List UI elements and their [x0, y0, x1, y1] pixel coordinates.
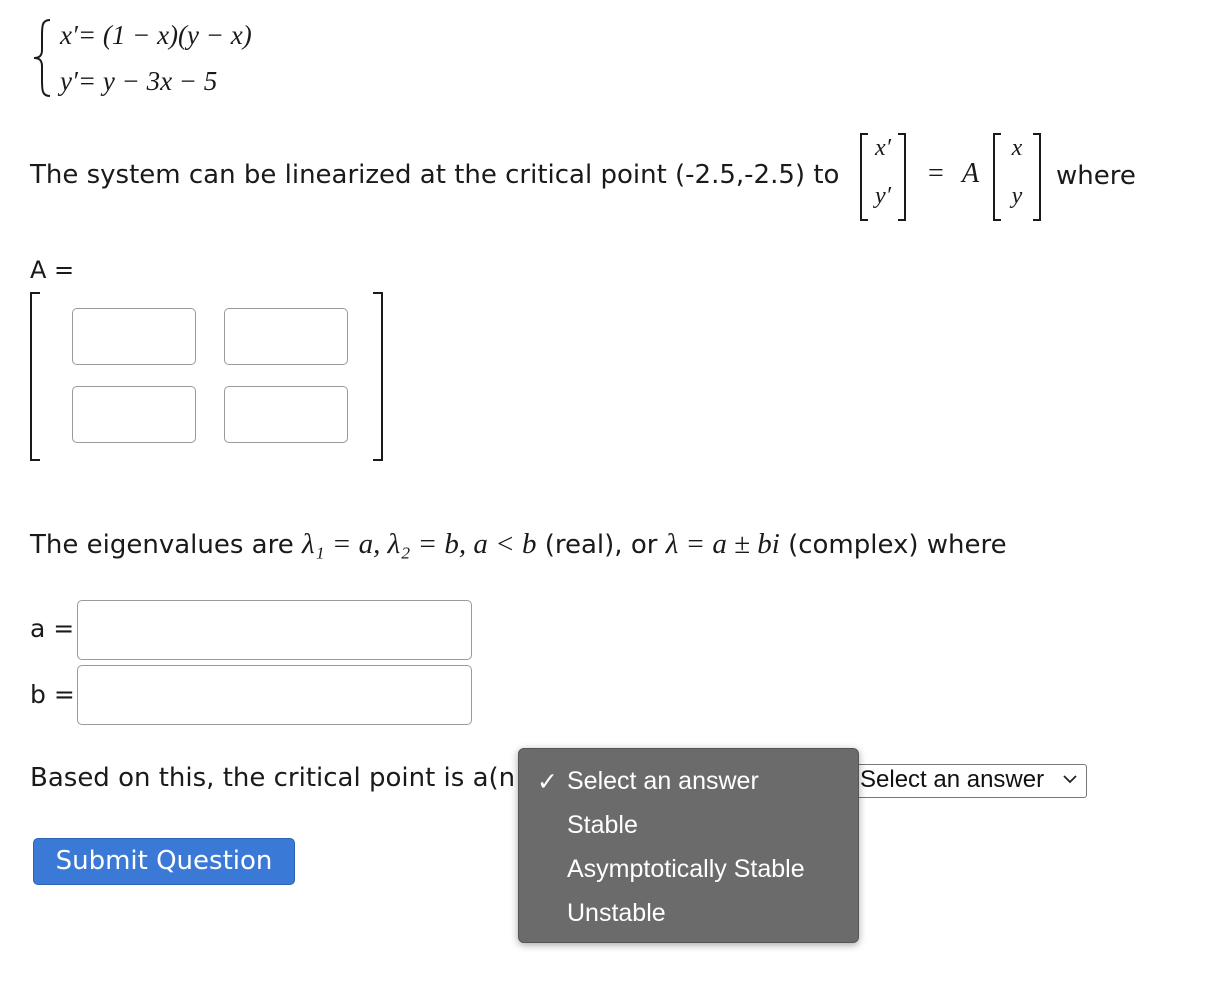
stability-select-value: Select an answer: [860, 766, 1045, 793]
dropdown-option-asymptotically-stable[interactable]: Asymptotically Stable: [567, 855, 805, 883]
stability-dropdown-menu: [518, 748, 859, 943]
matrix-cell-21[interactable]: [72, 386, 196, 443]
left-brace-icon: [30, 16, 54, 100]
eigen-sentence: [30, 528, 1007, 561]
checkmark-icon: ✓: [537, 768, 558, 796]
matrix-left-bracket: [30, 292, 40, 461]
matrix-cell-22[interactable]: [224, 386, 348, 443]
equals-sign: =: [928, 158, 944, 189]
linearize-text: The system can be linearized at the critical point (-2.5,-2.5) to: [30, 160, 840, 190]
chevron-down-icon: [1062, 773, 1078, 785]
matrix-cell-11[interactable]: [72, 308, 196, 365]
rhs-vector: [993, 133, 1041, 221]
lhs-vector-top: x′: [875, 135, 891, 161]
rhs-vector-top: x: [1011, 135, 1023, 161]
matrix-symbol-a: A: [962, 158, 980, 189]
submit-button[interactable]: Submit Question: [33, 838, 295, 885]
matrix-label: A =: [30, 256, 75, 284]
equation-y-prime: y′= y − 3x − 5: [60, 66, 218, 96]
a-input[interactable]: [77, 600, 472, 660]
eigen-prefix: The eigenvalues are: [30, 530, 294, 560]
b-input[interactable]: [77, 665, 472, 725]
eigen-expr2: λ = a ± bi: [665, 528, 780, 560]
lhs-vector: [860, 133, 906, 221]
dropdown-option-unstable[interactable]: Unstable: [567, 899, 666, 927]
eigen-real: (real), or: [544, 530, 658, 560]
a-label: a =: [30, 614, 75, 643]
matrix-right-bracket: [373, 292, 383, 461]
equation-x-prime: x′= (1 − x)(y − x): [60, 20, 252, 50]
where-text: where: [1056, 161, 1136, 191]
dropdown-option-select[interactable]: Select an answer: [567, 767, 759, 795]
stability-select[interactable]: [853, 764, 1087, 798]
dropdown-option-stable[interactable]: Stable: [567, 811, 638, 839]
b-label: b =: [30, 680, 75, 709]
matrix-cell-12[interactable]: [224, 308, 348, 365]
eigen-complex: (complex) where: [788, 530, 1007, 560]
lhs-vector-bottom: y′: [875, 183, 891, 209]
equation-system: [30, 16, 350, 100]
eigen-expr: λ₁ = a, λ₂ = b, a < b: [301, 528, 537, 560]
conclusion-text: Based on this, the critical point is a(n: [30, 763, 516, 793]
rhs-vector-bottom: y: [1011, 183, 1023, 209]
